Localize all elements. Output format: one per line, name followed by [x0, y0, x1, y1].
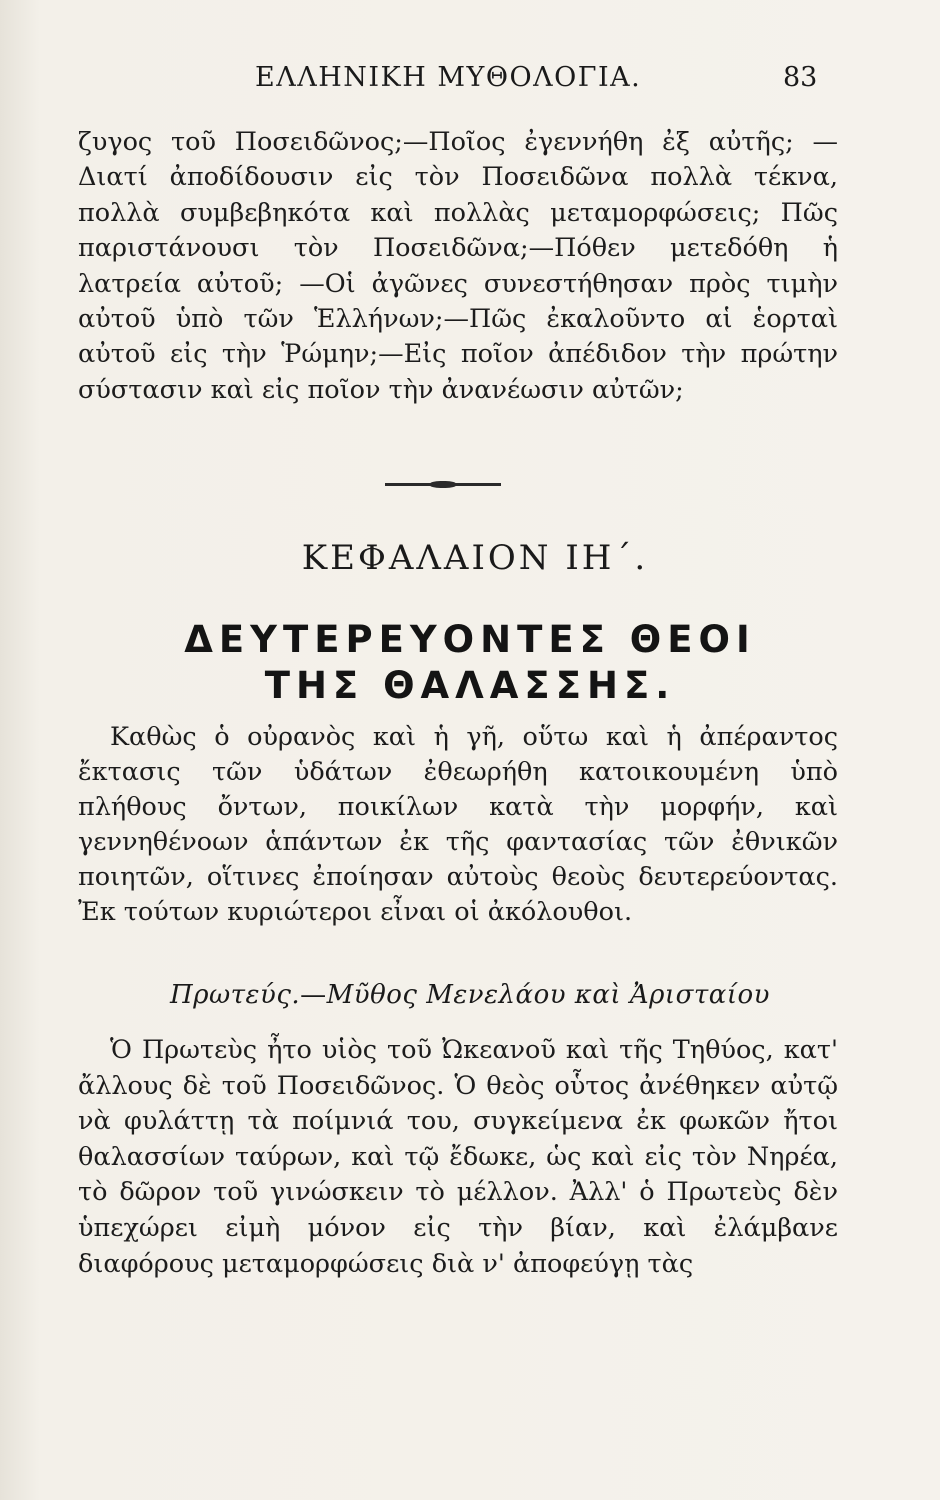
section-separator: [385, 483, 501, 486]
section-heading: [0, 980, 940, 1010]
running-title: ΕΛΛΗΝΙΚΗ ΜΥΘΟΛΟΓΙΑ.: [255, 62, 642, 93]
paragraph-questions-text: ζυγος τοῦ Ποσειδῶνος;—Ποῖος ἐγεννήθη ἐξ αὐτῆς; — Διατί ἀποδίδουσιν εἰς τὸν Ποσειδῶνα πολλὰ τέκνα, πολλὰ συμβεβηκότα καὶ πολλὰς μεταμορφώσεις; Πῶς παριστάνουσι τὸν Ποσειδῶνα;—Πόθεν μετεδόθη ἡ λατρεία αὐτοῦ; —Οἱ ἀγῶνες συνεστήθησαν πρὸς τιμὴν αὐτοῦ ὑπὸ τῶν Ἑλλήνων;—Πῶς ἐκαλοῦντο αἱ ἑορταὶ αὐτοῦ εἰς τὴν Ῥώμην;—Εἰς ποῖον ἀπέδιδον τὴν πρώτην σύστασιν καὶ εἰς ποῖον τὴν ἀνανέωσιν αὐτῶν;: [78, 127, 838, 405]
section-heading-name: Πρωτεύς.: [170, 980, 301, 1010]
running-head: [0, 62, 940, 102]
chapter-title: [0, 617, 940, 709]
section-heading-dash: —: [300, 980, 327, 1010]
chapter-title-line-1: ΔΕΥΤΕΡΕΥΟΝΤΕΣ ΘΕΟΙ: [184, 618, 756, 661]
paragraph-questions: [78, 125, 838, 408]
paragraph-intro-text: Καθὼς ὁ οὐρανὸς καὶ ἡ γῆ, οὕτω καὶ ἡ ἀπέραντος ἔκτασις τῶν ὑδάτων ἐθεωρήθη κατοικουμένη ὑπὸ πλήθους ὄντων, ποικίλων κατὰ τὴν μορφήν, καὶ γεννηθένοων ἁπάντων ἐκ τῆς φαντασίας τῶν ἐθνικῶν ποιητῶν, οἵτινες ἐποίησαν αὐτοὺς θεοὺς δευτερεύοντας. Ἐκ τούτων κυριώτεροι εἶναι οἱ ἀκόλουθοι.: [78, 722, 838, 927]
chapter-title-line-2: ΤΗΣ ΘΑΛΑΣΣΗΣ.: [264, 664, 676, 707]
page-number: 83: [783, 62, 818, 93]
paragraph-intro: [78, 720, 838, 930]
paragraph-proteus-text: Ὁ Πρωτεὺς ἦτο υἱὸς τοῦ Ὠκεανοῦ καὶ τῆς Τηθύος, κατ' ἄλλους δὲ τοῦ Ποσειδῶνος. Ὁ θεὸς οὗτος ἀνέθηκεν αὐτῷ νὰ φυλάττῃ τὰ ποίμνιά του, συγκείμενα ἐκ φωκῶν ἤτοι θαλασσίων ταύρων, καὶ τῷ ἔδωκε, ὡς καὶ εἰς τὸν Νηρέα, τὸ δῶρον τοῦ γινώσκειν τὸ μέλλον. Ἀλλ' ὁ Πρωτεὺς δὲν ὑπεχώρει εἰμὴ μόνον εἰς τὴν βίαν, καὶ ἐλάμβανε διαφόρους μεταμορφώσεις διὰ ν' ἀποφεύγῃ τὰς: [78, 1035, 838, 1279]
chapter-label: ΚΕΦΑΛΑΙΟΝ ΙΗ΄.: [301, 538, 649, 578]
section-heading-subtitle: Μῦθος Μενελάου καὶ Ἀρισταίου: [326, 980, 770, 1010]
paragraph-proteus: [78, 1033, 838, 1282]
